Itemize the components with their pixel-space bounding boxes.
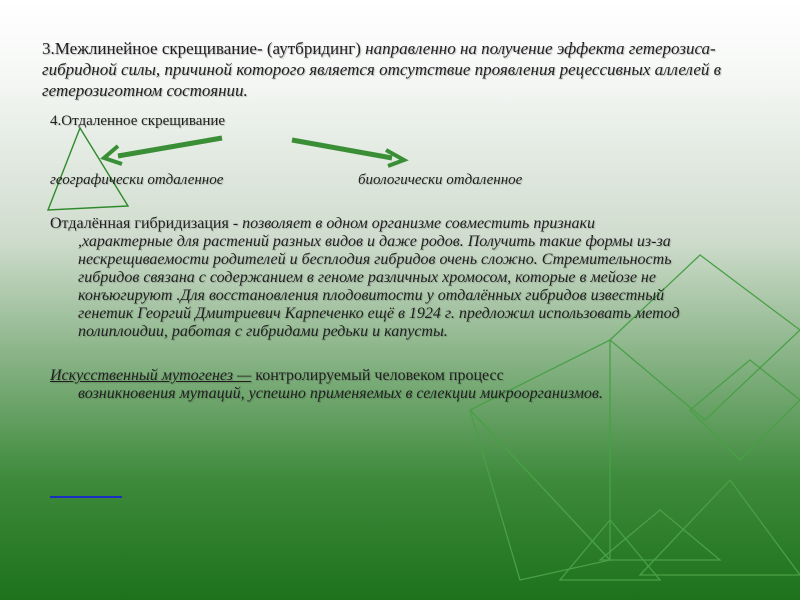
hybridization-paragraph xyxy=(50,215,700,341)
arrow-left-icon xyxy=(104,138,222,164)
point-3-lead: 3.Межлинейное скрещивание- (аутбридинг) xyxy=(42,39,366,58)
hyperlink-underline[interactable] xyxy=(50,496,122,498)
point-4-heading: 4.Отдаленное скрещивание xyxy=(50,113,226,129)
geographic-label: географически отдаленное xyxy=(50,172,224,188)
mutagenesis-line1: контролируемый человеком процесс xyxy=(251,367,504,384)
hybridization-line1: позволяет в одном организме совместить признаки xyxy=(242,215,595,232)
outline-triangle-left xyxy=(48,128,128,210)
hybridization-rest: ,характерные для растений разных видов и даже родов. Получить такие формы из-за нескрещиваемости родителей и бесплодия гибридов очень сложно. Стремительность гибридов связана с содержанием в геноме различных хромосом, которые в мейозе не конъюгируют .Для восстановления плодовитости у отдалённых гибридов известный генетик Георгий Дмитриевич Карпеченко ещё в 1924 г. предложил использовать метод полиплоидии, работая с гибридами редьки и капусты. xyxy=(78,233,680,340)
point-3-paragraph xyxy=(42,38,772,101)
biological-label: биологически отдаленное xyxy=(358,172,523,188)
mutagenesis-rest: возникновения мутаций, успешно применяемых в селекции микроорганизмов. xyxy=(78,385,603,402)
mutagenesis-term: Искусственный мутогенез — xyxy=(50,367,252,384)
hybridization-term: Отдалённая гибридизация xyxy=(50,215,229,232)
point-3-rest: направленно на получение эффекта гетерозиса- гибридной силы, причиной которого является отсутствие проявления рецессивных аллелей в гетерозиготном состоянии. xyxy=(42,39,722,100)
arrow-right-icon xyxy=(292,140,404,166)
hybridization-dash: - xyxy=(228,215,243,232)
mutagenesis-paragraph xyxy=(50,367,610,403)
